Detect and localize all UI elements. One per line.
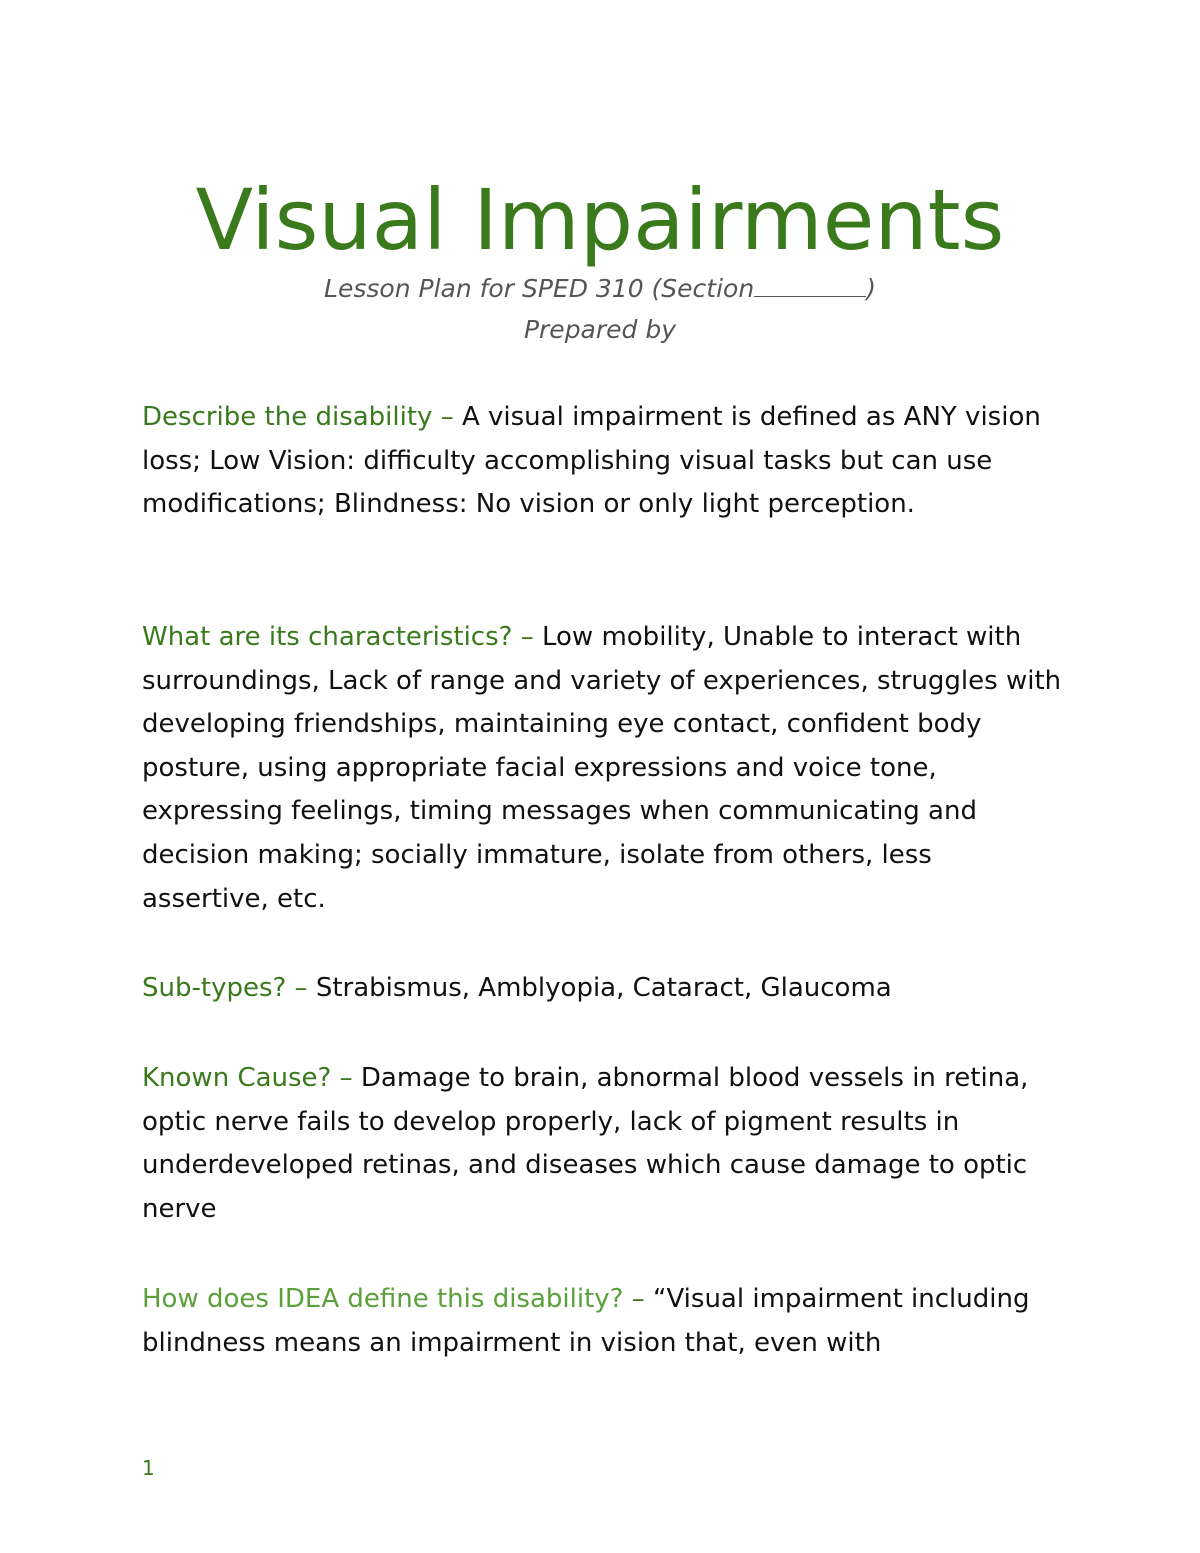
section-characteristics [142, 616, 1062, 921]
section-dash: – [512, 622, 542, 652]
section-label: Sub-types? [142, 973, 287, 1003]
subtitle-suffix: ) [866, 274, 876, 303]
section-text: Damage to brain, abnormal blood vessels in retina, optic nerve fails to develop properly, lack of pigment results in underdeveloped retinas, and diseases which cause damage to optic nerve [142, 1063, 1029, 1224]
section-known-cause [142, 1057, 1062, 1231]
section-dash: – [286, 973, 316, 1003]
lesson-plan-subtitle [0, 274, 1200, 303]
section-subtypes [142, 967, 1062, 1011]
section-dash: – [432, 402, 462, 432]
page-number: 1 [142, 1456, 155, 1480]
section-label: What are its characteristics? [142, 622, 513, 652]
section-label: Known Cause? [142, 1063, 332, 1093]
section-text: A visual impairment is defined as ANY vision loss; Low Vision: difficulty accomplishing visual tasks but can use modifications; Blindness: No vision or only light perception. [142, 402, 1041, 520]
section-blank-line [754, 274, 866, 297]
section-text: Strabismus, Amblyopia, Cataract, Glaucoma [315, 973, 892, 1003]
section-idea-definition [142, 1278, 1062, 1365]
section-describe-disability [142, 396, 1062, 527]
section-label: How does IDEA define this disability? [142, 1284, 624, 1314]
prepared-by: Prepared by [523, 315, 677, 344]
section-dash: – [623, 1284, 653, 1314]
section-text: “Visual impairment including blindness means an impairment in vision that, even with [142, 1284, 1030, 1358]
subtitle-prefix: Lesson Plan for SPED 310 (Section [324, 274, 755, 303]
section-label: Describe the disability [142, 402, 433, 432]
section-dash: – [331, 1063, 361, 1093]
section-text: Low mobility, Unable to interact with surroundings, Lack of range and variety of experiences, struggles with developing friendships, maintaining eye contact, confident body posture, using appropriate facial expressions and voice tone, expressing feelings, timing messages when communicating and decision making; socially immature, isolate from others, less assertive, etc. [142, 622, 1062, 914]
page-title: Visual Impairments [195, 171, 1005, 269]
